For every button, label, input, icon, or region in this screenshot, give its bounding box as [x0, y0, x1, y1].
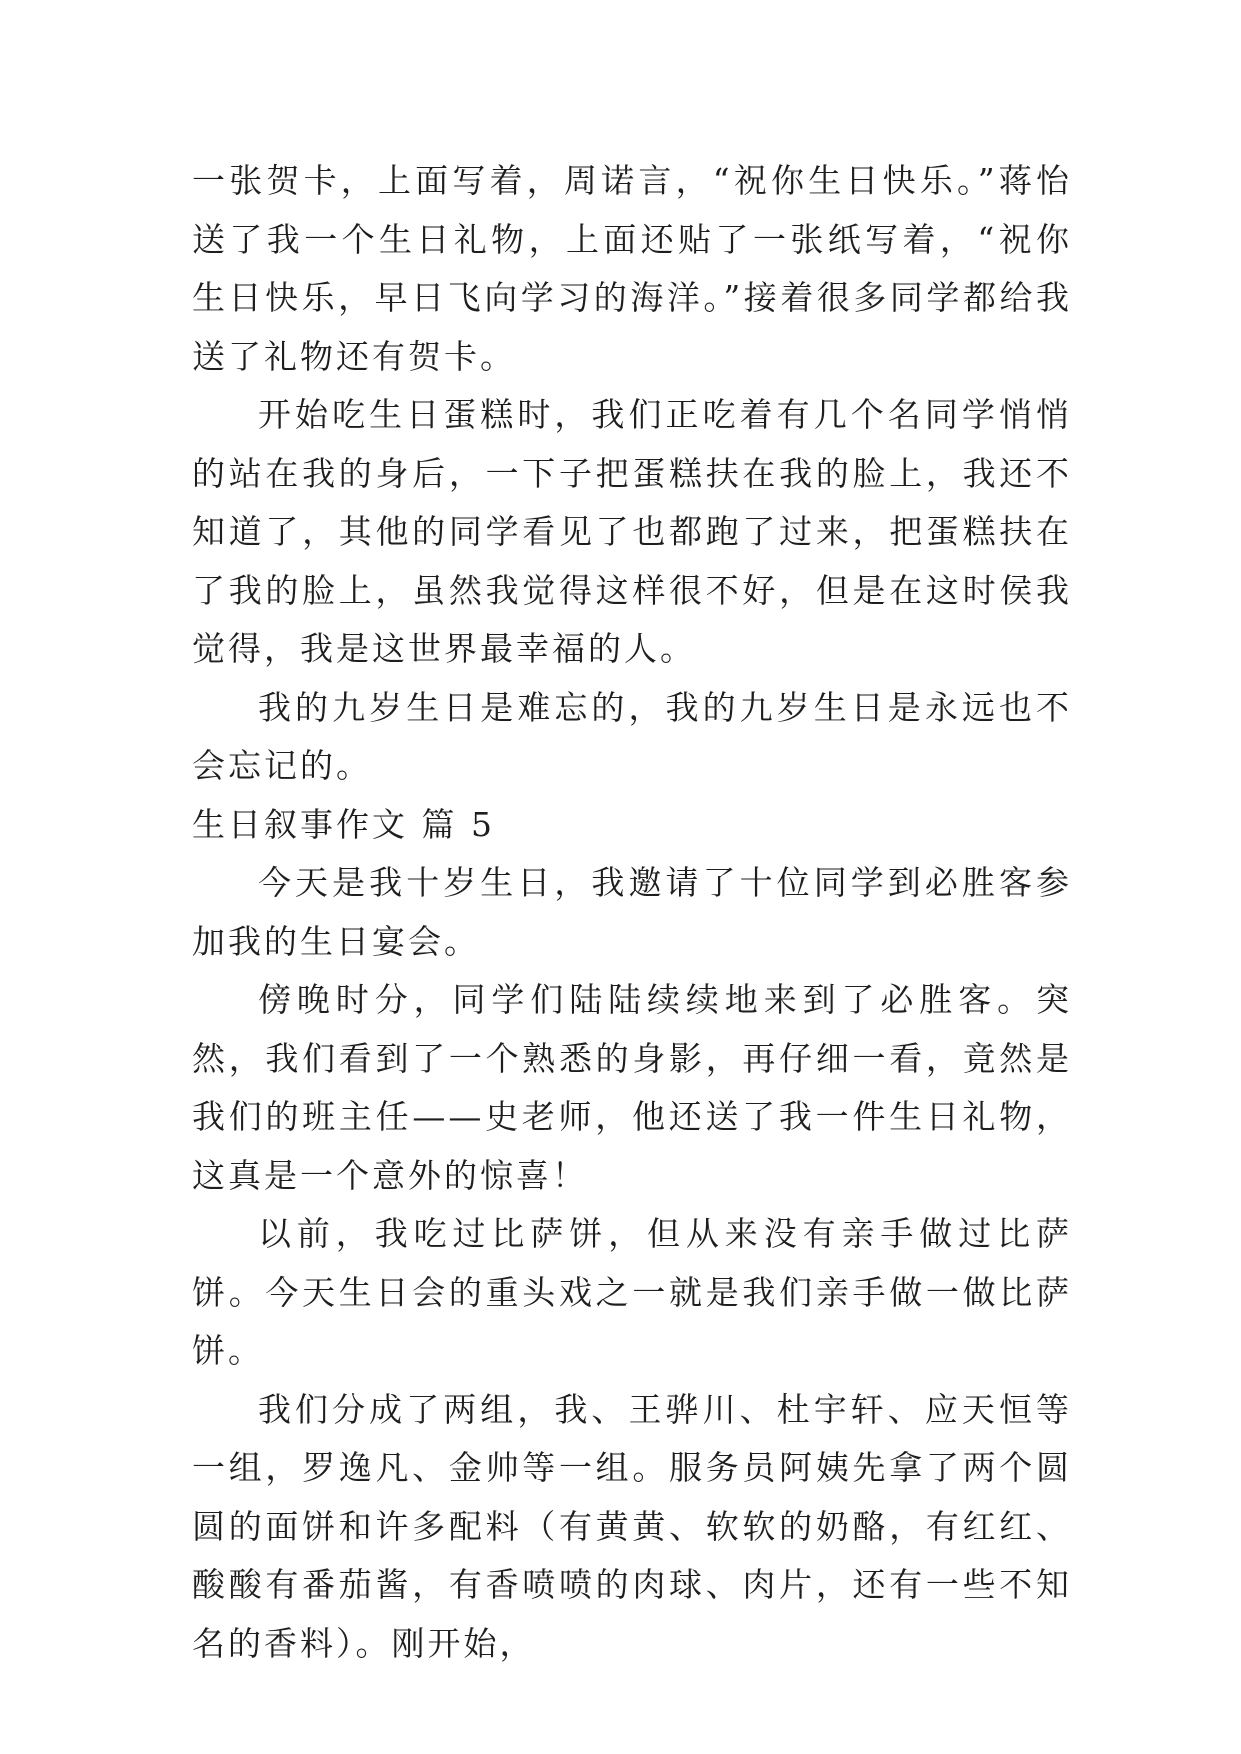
paragraph-pizza: 以前，我吃过比萨饼，但从来没有亲手做过比萨饼。今天生日会的重头戏之一就是我们亲手做一做比萨饼。 [192, 1214, 1072, 1370]
paragraph-tenth-birthday: 今天是我十岁生日，我邀请了十位同学到必胜客参加我的生日宴会。 [192, 863, 1072, 961]
paragraph-greeting-cards: 一张贺卡，上面写着，周诺言，“祝你生日快乐。”蒋怡送了我一个生日礼物，上面还贴了一张纸写着，“祝你生日快乐，早日飞向学习的海洋。”接着很多同学都给我送了礼物还有贺卡。 [192, 161, 1072, 376]
section-heading: 生日叙事作文 篇 5 [192, 804, 495, 844]
paragraph-groups: 我们分成了两组，我、王骅川、杜宇轩、应天恒等一组，罗逸凡、金帅等一组。服务员阿姨先拿了两个圆圆的面饼和许多配料（有黄黄、软软的奶酪，有红红、酸酸有番茄酱，有香喷喷的肉球、肉片，还有一些不知名的香料）。刚开始， [192, 1389, 1072, 1663]
paragraph-ninth-birthday: 我的九岁生日是难忘的，我的九岁生日是永远也不会忘记的。 [192, 687, 1072, 785]
paragraph-cake: 开始吃生日蛋糕时，我们正吃着有几个名同学悄悄的站在我的身后，一下子把蛋糕扶在我的脸上，我还不知道了，其他的同学看见了也都跑了过来，把蛋糕扶在了我的脸上，虽然我觉得这样很不好，但是在这时侯我觉得，我是这世界最幸福的人。 [192, 395, 1072, 668]
paragraph-evening: 傍晚时分，同学们陆陆续续地来到了必胜客。突然，我们看到了一个熟悉的身影，再仔细一看，竟然是我们的班主任——史老师，他还送了我一件生日礼物，这真是一个意外的惊喜！ [192, 980, 1072, 1195]
document-page [192, 152, 1072, 1673]
